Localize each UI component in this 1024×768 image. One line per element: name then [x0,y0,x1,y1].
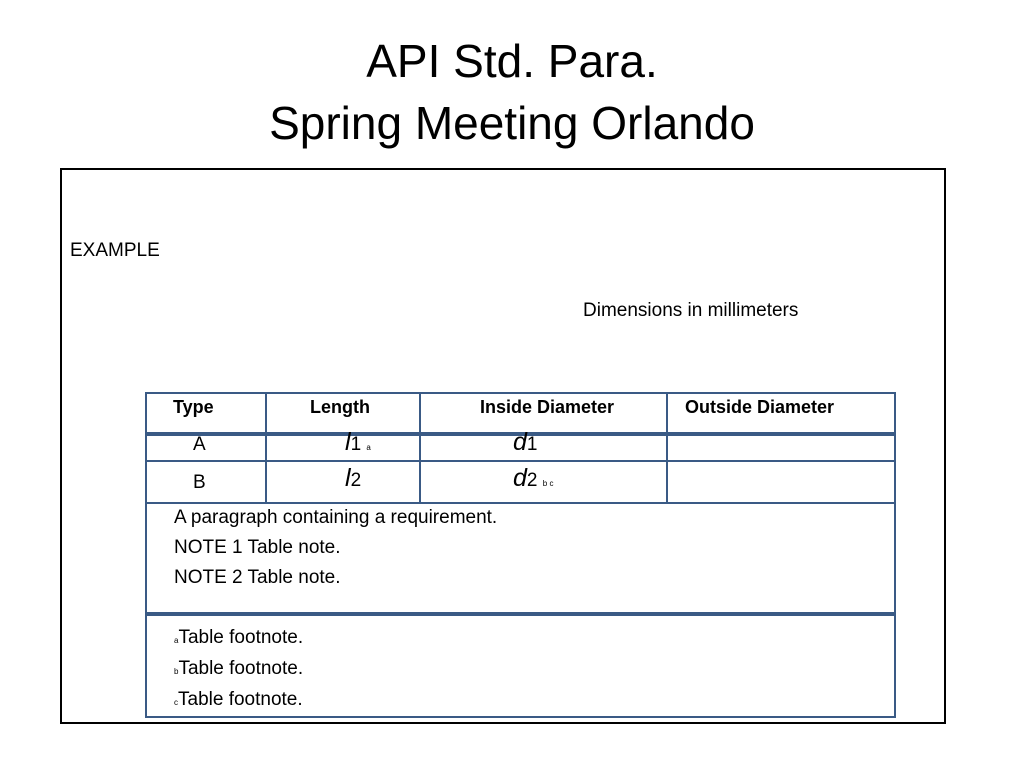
id-symbol: d [513,428,527,456]
footnote-mark: a [174,636,179,645]
table-note-1: NOTE 1 Table note. [174,537,341,558]
column-divider [419,462,421,502]
column-divider [666,436,668,460]
cell-type: A [193,434,206,455]
column-divider [666,394,668,432]
length-footnote-ref: a [366,443,371,452]
column-divider [419,394,421,432]
length-subscript: 2 [350,470,362,491]
table-footnote [174,657,303,684]
cell-length [345,464,361,493]
length-symbol: l [345,464,351,492]
table-note-2: NOTE 2 Table note. [174,567,341,588]
column-divider [666,462,668,502]
footnote-mark: b [174,667,179,676]
slide-title [0,30,1024,154]
header-outside-diameter: Outside Diameter [685,397,835,417]
column-divider [265,436,267,460]
id-subscript: 2 [526,470,538,491]
header-length: Length [310,397,370,417]
table-notes-section [145,502,896,614]
footnote-text: Table footnote. [178,658,304,679]
table-row [145,428,896,462]
example-label: EXAMPLE [70,240,160,261]
footnote-text: Table footnote. [178,627,304,648]
cell-type: B [193,472,206,493]
header-type: Type [173,397,214,417]
id-footnote-refs: b c [542,479,554,488]
length-subscript: 1 [350,434,362,455]
title-line-1: API Std. Para. [366,35,658,87]
table-footnote [174,688,303,715]
length-symbol: l [345,428,351,456]
cell-inside-diameter [513,428,537,457]
id-symbol: d [513,464,527,492]
footnote-text: Table footnote. [178,689,303,710]
id-subscript: 1 [526,434,538,455]
column-divider [265,462,267,502]
requirement-paragraph: A paragraph containing a requirement. [174,507,498,528]
cell-inside-diameter [513,464,553,493]
column-divider [265,394,267,432]
header-inside-diameter: Inside Diameter [480,397,615,417]
column-divider [419,436,421,460]
title-line-2: Spring Meeting Orlando [269,97,755,149]
table-footnotes-section [145,614,896,718]
table-footnote [174,626,303,653]
table-row [145,460,896,504]
cell-length [345,428,371,457]
dimensions-note: Dimensions in millimeters [583,300,799,321]
footnote-mark: c [174,698,178,707]
